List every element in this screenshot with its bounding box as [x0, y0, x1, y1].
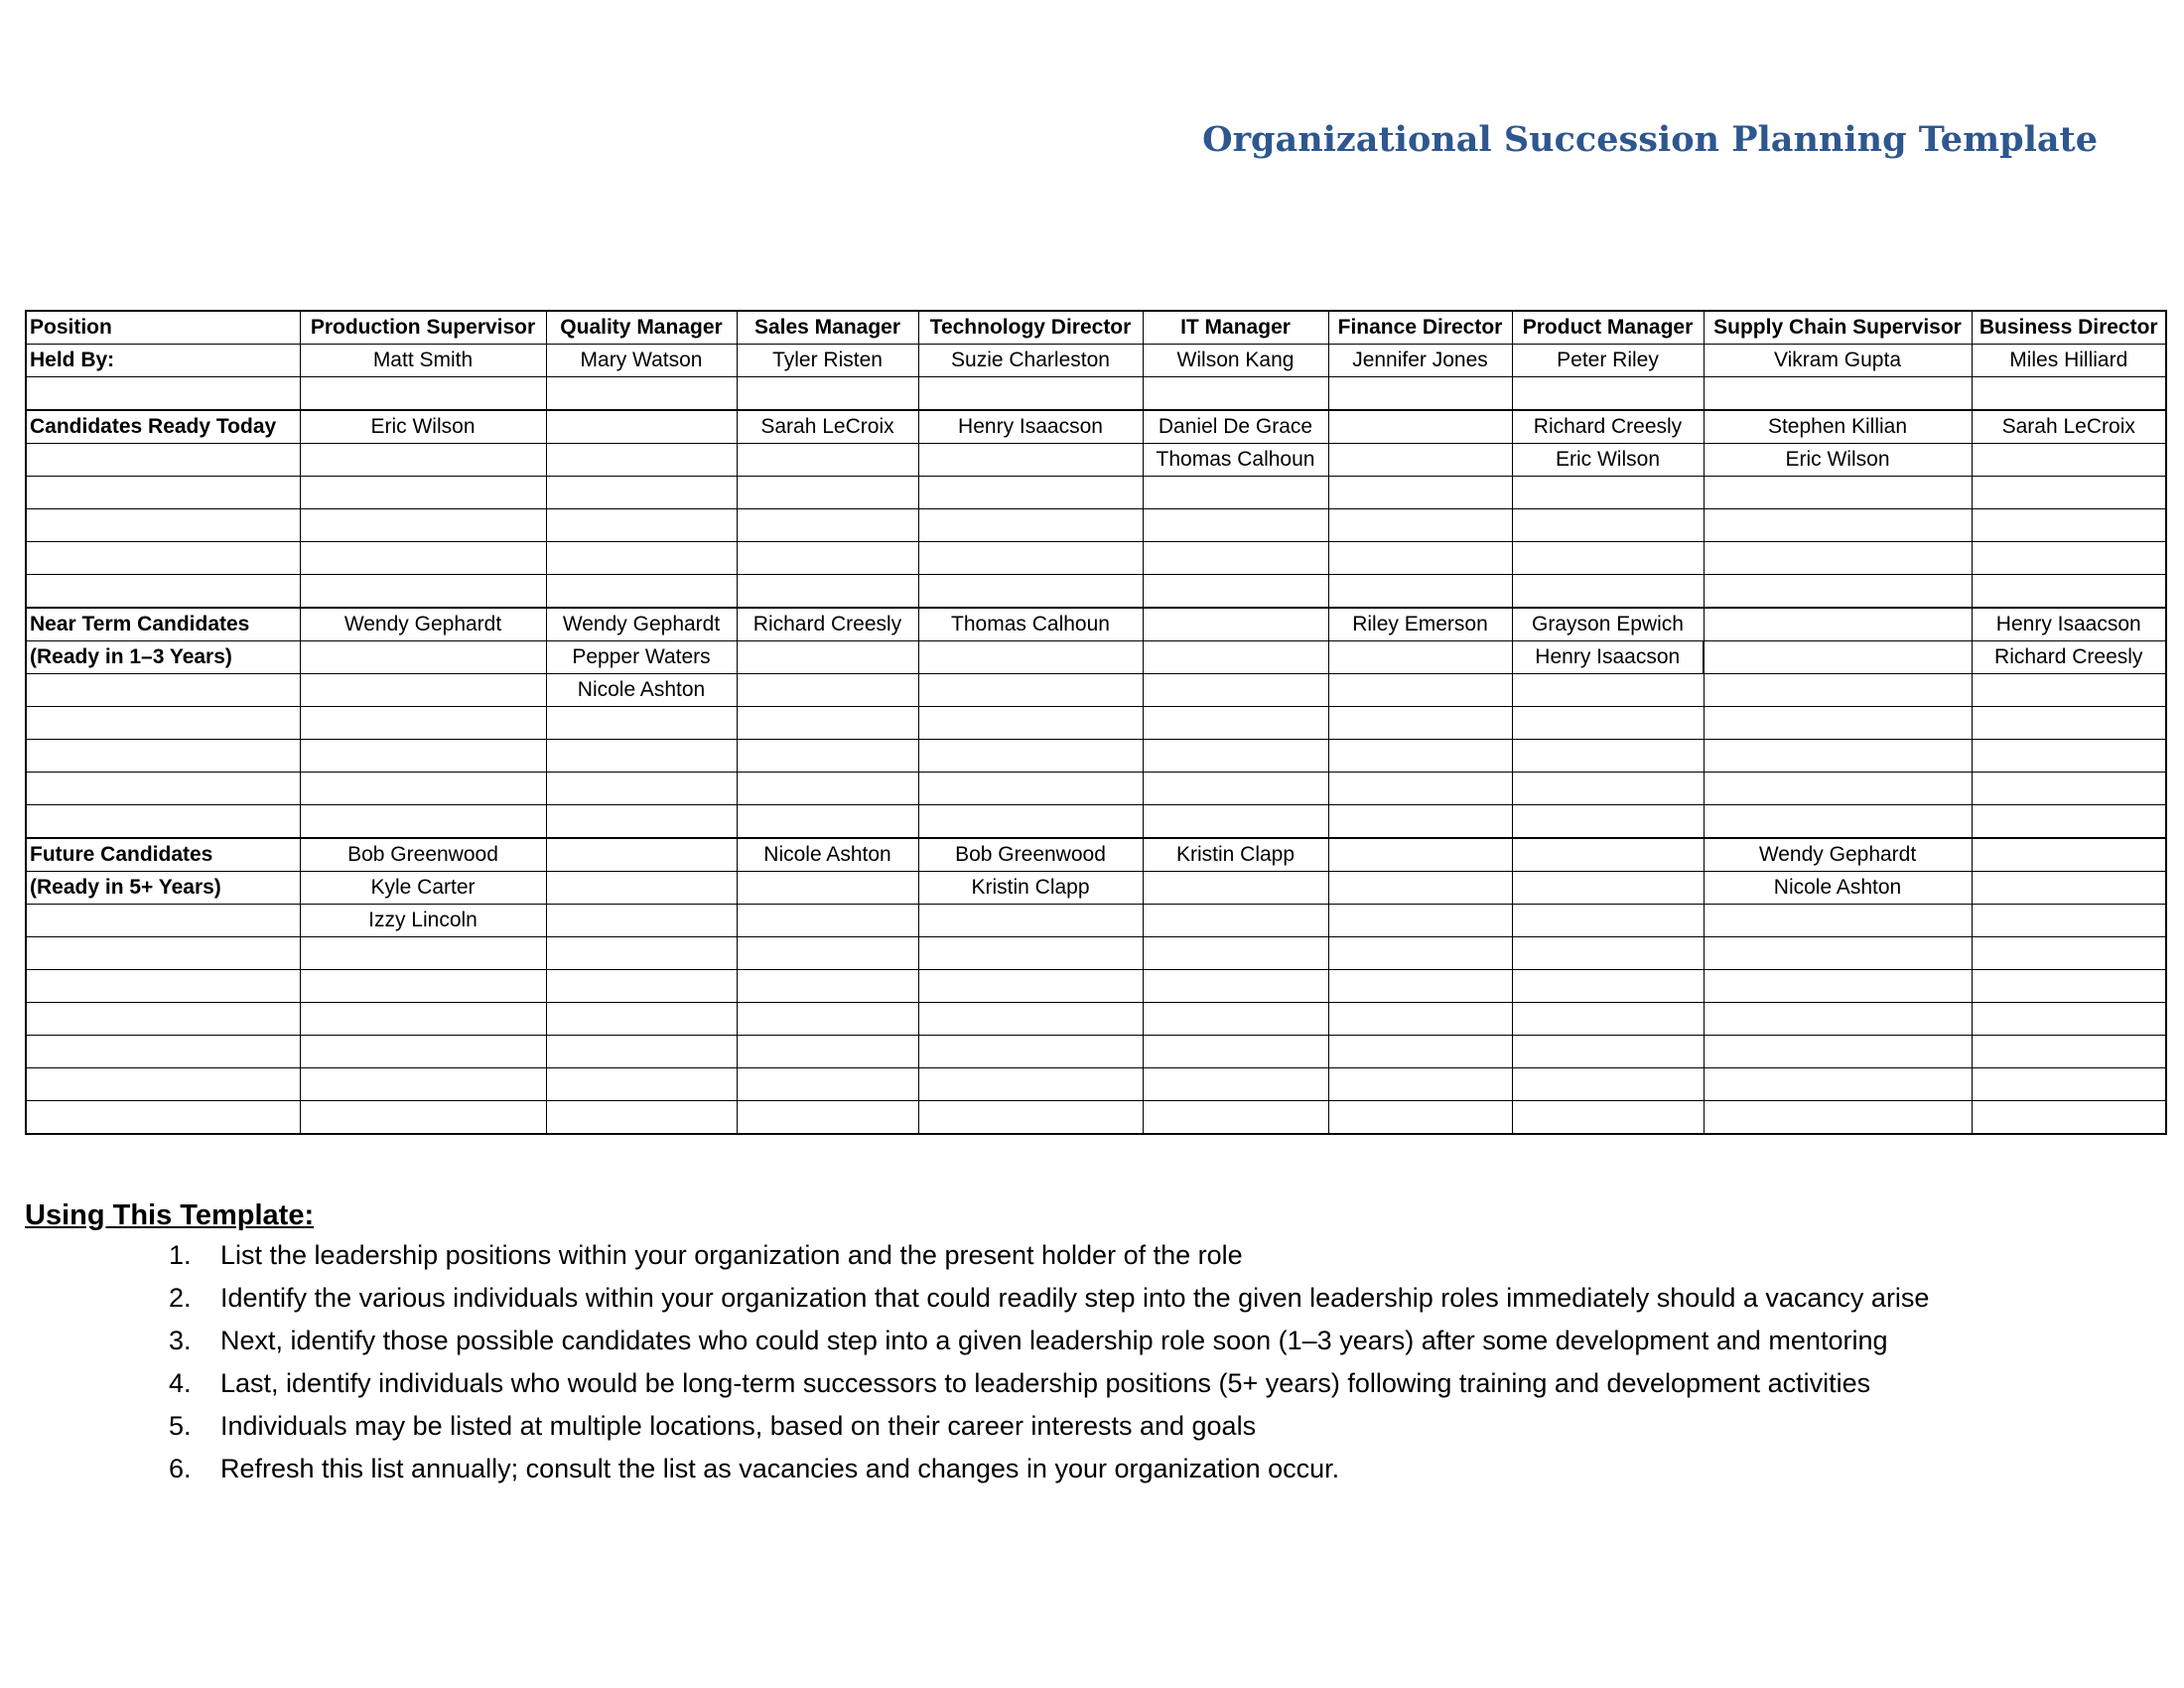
candidate-name: Wendy Gephardt — [546, 608, 737, 641]
empty-cell — [1972, 477, 2166, 509]
empty-cell — [26, 740, 300, 773]
empty-cell — [1512, 377, 1704, 411]
role-holder: Jennifer Jones — [1328, 345, 1512, 377]
candidate-row — [26, 805, 2166, 839]
candidate-name: Kyle Carter — [300, 872, 546, 905]
empty-cell — [1704, 377, 1972, 411]
candidate-name: Nicole Ashton — [546, 674, 737, 707]
candidate-name: Henry Isaacson — [1512, 641, 1704, 674]
empty-cell — [1143, 773, 1328, 805]
empty-cell — [1328, 773, 1512, 805]
empty-cell — [546, 477, 737, 509]
empty-cell — [737, 1036, 918, 1068]
empty-cell — [1328, 377, 1512, 411]
empty-cell — [1704, 542, 1972, 575]
empty-cell — [546, 1101, 737, 1135]
candidate-row — [26, 905, 2166, 937]
empty-cell — [918, 444, 1143, 477]
empty-cell — [1143, 905, 1328, 937]
position-name: IT Manager — [1143, 311, 1328, 345]
candidate-name: Izzy Lincoln — [300, 905, 546, 937]
instructions — [25, 1199, 1929, 1490]
instructions-heading: Using This Template: — [25, 1199, 315, 1231]
empty-cell — [1143, 805, 1328, 839]
empty-cell — [1972, 872, 2166, 905]
instruction-step: 5. Individuals may be listed at multiple locations, based on their career interests and goals — [199, 1405, 1929, 1448]
candidate-name: Sarah LeCroix — [1972, 410, 2166, 444]
candidate-name: Richard Creesly — [1972, 641, 2166, 674]
candidate-name: Nicole Ashton — [1704, 872, 1972, 905]
candidate-name: Eric Wilson — [1704, 444, 1972, 477]
held-by-label: Held By: — [26, 345, 300, 377]
empty-cell — [918, 674, 1143, 707]
empty-cell — [737, 1068, 918, 1101]
empty-cell — [26, 542, 300, 575]
empty-cell — [1512, 805, 1704, 839]
empty-cell — [1143, 377, 1328, 411]
empty-cell — [1704, 1068, 1972, 1101]
candidate-name: Pepper Waters — [546, 641, 737, 674]
position-name: Supply Chain Supervisor — [1704, 311, 1972, 345]
empty-cell — [1972, 444, 2166, 477]
candidate-name: Richard Creesly — [1512, 410, 1704, 444]
empty-cell — [918, 937, 1143, 970]
empty-cell — [1143, 509, 1328, 542]
candidate-row — [26, 477, 2166, 509]
empty-cell — [546, 1036, 737, 1068]
empty-cell — [1143, 937, 1328, 970]
empty-cell — [1972, 542, 2166, 575]
empty-cell — [737, 641, 918, 674]
empty-cell — [1972, 740, 2166, 773]
candidate-name: Nicole Ashton — [737, 838, 918, 872]
empty-cell — [1143, 1068, 1328, 1101]
empty-cell — [737, 740, 918, 773]
role-holder: Miles Hilliard — [1972, 345, 2166, 377]
empty-cell — [1143, 477, 1328, 509]
empty-cell — [918, 1003, 1143, 1036]
empty-cell — [546, 542, 737, 575]
empty-cell — [918, 1036, 1143, 1068]
candidate-name: Stephen Killian — [1704, 410, 1972, 444]
empty-cell — [1972, 1101, 2166, 1135]
candidate-row — [26, 740, 2166, 773]
candidate-name: Thomas Calhoun — [1143, 444, 1328, 477]
candidate-name: Henry Isaacson — [1972, 608, 2166, 641]
held-by-row — [26, 345, 2166, 377]
empty-cell — [737, 707, 918, 740]
empty-cell — [26, 674, 300, 707]
empty-cell — [1972, 805, 2166, 839]
empty-cell — [26, 1101, 300, 1135]
empty-cell — [1704, 905, 1972, 937]
candidate-name: Kristin Clapp — [1143, 838, 1328, 872]
empty-cell — [1328, 1101, 1512, 1135]
empty-cell — [1704, 707, 1972, 740]
empty-cell — [1704, 740, 1972, 773]
empty-cell — [1328, 410, 1512, 444]
empty-cell — [300, 575, 546, 609]
empty-cell — [300, 937, 546, 970]
empty-cell — [1143, 970, 1328, 1003]
empty-cell — [1328, 542, 1512, 575]
role-holder: Tyler Risten — [737, 345, 918, 377]
candidate-name: Richard Creesly — [737, 608, 918, 641]
empty-cell — [918, 905, 1143, 937]
position-name: Business Director — [1972, 311, 2166, 345]
instruction-step: 2. Identify the various individuals within your organization that could readily step into the given leadership roles immediately should a vacancy arise — [199, 1277, 1929, 1320]
empty-cell — [26, 575, 300, 609]
empty-cell — [1328, 740, 1512, 773]
empty-cell — [1512, 707, 1704, 740]
empty-cell — [26, 1003, 300, 1036]
empty-cell — [1704, 575, 1972, 609]
candidate-row — [26, 937, 2166, 970]
role-holder: Suzie Charleston — [918, 345, 1143, 377]
empty-cell — [1704, 477, 1972, 509]
empty-cell — [300, 477, 546, 509]
candidate-name: Wendy Gephardt — [1704, 838, 1972, 872]
candidate-name: Thomas Calhoun — [918, 608, 1143, 641]
role-holder: Vikram Gupta — [1704, 345, 1972, 377]
empty-cell — [1328, 1036, 1512, 1068]
empty-cell — [26, 773, 300, 805]
candidate-row — [26, 509, 2166, 542]
empty-cell — [300, 444, 546, 477]
empty-cell — [1328, 838, 1512, 872]
empty-cell — [737, 937, 918, 970]
section-label: (Ready in 1–3 Years) — [26, 641, 300, 674]
position-name: Product Manager — [1512, 311, 1704, 345]
empty-cell — [300, 970, 546, 1003]
empty-cell — [546, 509, 737, 542]
empty-cell — [26, 477, 300, 509]
position-name: Finance Director — [1328, 311, 1512, 345]
empty-cell — [300, 1003, 546, 1036]
empty-cell — [1972, 773, 2166, 805]
candidate-name: Eric Wilson — [300, 410, 546, 444]
empty-cell — [1704, 608, 1972, 641]
empty-cell — [1704, 641, 1972, 674]
empty-cell — [1328, 937, 1512, 970]
empty-cell — [737, 674, 918, 707]
empty-cell — [26, 1068, 300, 1101]
empty-cell — [26, 970, 300, 1003]
empty-cell — [737, 805, 918, 839]
empty-cell — [546, 1003, 737, 1036]
empty-cell — [546, 905, 737, 937]
empty-cell — [1512, 970, 1704, 1003]
empty-cell — [546, 410, 737, 444]
candidate-row — [26, 641, 2166, 674]
empty-cell — [1143, 1101, 1328, 1135]
empty-cell — [918, 377, 1143, 411]
empty-cell — [1328, 872, 1512, 905]
position-name: Technology Director — [918, 311, 1143, 345]
empty-cell — [1512, 773, 1704, 805]
empty-cell — [546, 872, 737, 905]
empty-cell — [918, 805, 1143, 839]
candidate-row — [26, 1101, 2166, 1135]
empty-cell — [1972, 1068, 2166, 1101]
empty-cell — [300, 674, 546, 707]
empty-cell — [1328, 1068, 1512, 1101]
empty-cell — [1704, 509, 1972, 542]
empty-cell — [737, 970, 918, 1003]
instruction-step: 1. List the leadership positions within your organization and the present holder of the role — [199, 1234, 1929, 1277]
empty-cell — [1972, 509, 2166, 542]
empty-cell — [26, 377, 300, 411]
candidate-row — [26, 773, 2166, 805]
empty-cell — [1512, 575, 1704, 609]
candidate-row — [26, 872, 2166, 905]
empty-cell — [1972, 838, 2166, 872]
empty-cell — [1972, 937, 2166, 970]
empty-cell — [1972, 1003, 2166, 1036]
candidate-name: Bob Greenwood — [918, 838, 1143, 872]
empty-cell — [300, 641, 546, 674]
position-name: Quality Manager — [546, 311, 737, 345]
empty-cell — [737, 509, 918, 542]
candidate-row — [26, 444, 2166, 477]
empty-cell — [737, 542, 918, 575]
empty-cell — [300, 542, 546, 575]
position-name: Sales Manager — [737, 311, 918, 345]
empty-cell — [300, 1101, 546, 1135]
candidate-name: Sarah LeCroix — [737, 410, 918, 444]
empty-cell — [300, 1036, 546, 1068]
section-label: Candidates Ready Today — [26, 410, 300, 444]
empty-cell — [1328, 444, 1512, 477]
empty-cell — [300, 1068, 546, 1101]
empty-cell — [1143, 608, 1328, 641]
role-holder: Peter Riley — [1512, 345, 1704, 377]
empty-cell — [1143, 872, 1328, 905]
empty-cell — [918, 1068, 1143, 1101]
empty-cell — [300, 509, 546, 542]
empty-cell — [918, 707, 1143, 740]
empty-cell — [1972, 707, 2166, 740]
empty-cell — [546, 937, 737, 970]
candidate-row — [26, 674, 2166, 707]
empty-cell — [546, 444, 737, 477]
empty-cell — [546, 773, 737, 805]
empty-cell — [1143, 707, 1328, 740]
empty-cell — [737, 773, 918, 805]
empty-cell — [1704, 937, 1972, 970]
header-row — [26, 311, 2166, 345]
empty-cell — [1143, 674, 1328, 707]
empty-cell — [1512, 509, 1704, 542]
empty-cell — [26, 707, 300, 740]
empty-cell — [1328, 641, 1512, 674]
candidate-name: Riley Emerson — [1328, 608, 1512, 641]
candidate-row — [26, 1036, 2166, 1068]
empty-cell — [1143, 1003, 1328, 1036]
section-label: Future Candidates — [26, 838, 300, 872]
empty-cell — [918, 509, 1143, 542]
empty-cell — [737, 905, 918, 937]
empty-cell — [300, 773, 546, 805]
page-title: Organizational Succession Planning Template — [1202, 119, 2098, 160]
empty-cell — [546, 575, 737, 609]
empty-cell — [1512, 1101, 1704, 1135]
empty-cell — [918, 1101, 1143, 1135]
position-name: Production Supervisor — [300, 311, 546, 345]
empty-cell — [300, 707, 546, 740]
empty-cell — [1704, 970, 1972, 1003]
empty-cell — [1328, 1003, 1512, 1036]
empty-cell — [1972, 674, 2166, 707]
empty-cell — [1512, 542, 1704, 575]
empty-cell — [1143, 641, 1328, 674]
empty-cell — [1328, 905, 1512, 937]
role-holder: Matt Smith — [300, 345, 546, 377]
candidate-name: Henry Isaacson — [918, 410, 1143, 444]
candidate-name: Eric Wilson — [1512, 444, 1704, 477]
instruction-step: 6. Refresh this list annually; consult the list as vacancies and changes in your organization occur. — [199, 1448, 1929, 1490]
empty-cell — [1328, 970, 1512, 1003]
candidate-name: Daniel De Grace — [1143, 410, 1328, 444]
empty-cell — [737, 1101, 918, 1135]
empty-cell — [1143, 542, 1328, 575]
empty-cell — [546, 740, 737, 773]
empty-cell — [26, 509, 300, 542]
empty-cell — [546, 970, 737, 1003]
empty-cell — [918, 477, 1143, 509]
candidate-name: Grayson Epwich — [1512, 608, 1704, 641]
empty-cell — [26, 1036, 300, 1068]
candidate-row — [26, 970, 2166, 1003]
empty-cell — [1704, 805, 1972, 839]
candidate-name: Wendy Gephardt — [300, 608, 546, 641]
empty-cell — [546, 707, 737, 740]
empty-cell — [1143, 1036, 1328, 1068]
empty-cell — [737, 377, 918, 411]
empty-cell — [1972, 905, 2166, 937]
candidate-row — [26, 838, 2166, 872]
empty-cell — [546, 377, 737, 411]
empty-cell — [737, 872, 918, 905]
empty-cell — [918, 641, 1143, 674]
empty-cell — [1704, 674, 1972, 707]
empty-cell — [1704, 1036, 1972, 1068]
empty-cell — [300, 805, 546, 839]
role-holder: Wilson Kang — [1143, 345, 1328, 377]
empty-cell — [737, 477, 918, 509]
empty-cell — [1143, 575, 1328, 609]
instruction-step: 4. Last, identify individuals who would be long-term successors to leadership positions (5+ years) following training and development activities — [199, 1362, 1929, 1405]
empty-cell — [1328, 575, 1512, 609]
empty-cell — [1512, 674, 1704, 707]
instruction-step: 3. Next, identify those possible candidates who could step into a given leadership role soon (1–3 years) after some development and mentoring — [199, 1320, 1929, 1362]
empty-cell — [1512, 838, 1704, 872]
instructions-list — [25, 1234, 1929, 1490]
empty-cell — [918, 542, 1143, 575]
empty-cell — [26, 444, 300, 477]
empty-cell — [918, 575, 1143, 609]
candidate-name: Kristin Clapp — [918, 872, 1143, 905]
empty-cell — [1972, 575, 2166, 609]
candidate-row — [26, 707, 2166, 740]
candidate-row — [26, 575, 2166, 609]
empty-cell — [1972, 377, 2166, 411]
empty-cell — [1143, 740, 1328, 773]
empty-cell — [546, 805, 737, 839]
empty-cell — [737, 1003, 918, 1036]
candidate-row — [26, 1003, 2166, 1036]
empty-cell — [1328, 477, 1512, 509]
empty-cell — [918, 773, 1143, 805]
empty-cell — [918, 740, 1143, 773]
empty-cell — [26, 905, 300, 937]
empty-cell — [1512, 905, 1704, 937]
succession-table — [25, 310, 2167, 1135]
empty-cell — [1704, 1101, 1972, 1135]
empty-cell — [26, 937, 300, 970]
section-label: Near Term Candidates — [26, 608, 300, 641]
candidate-name: Bob Greenwood — [300, 838, 546, 872]
empty-cell — [26, 805, 300, 839]
candidate-row — [26, 1068, 2166, 1101]
empty-cell — [1512, 872, 1704, 905]
empty-cell — [918, 970, 1143, 1003]
section-label: (Ready in 5+ Years) — [26, 872, 300, 905]
empty-cell — [737, 444, 918, 477]
candidate-row — [26, 608, 2166, 641]
empty-cell — [1328, 707, 1512, 740]
empty-cell — [1328, 674, 1512, 707]
empty-cell — [546, 1068, 737, 1101]
role-holder: Mary Watson — [546, 345, 737, 377]
empty-cell — [1704, 1003, 1972, 1036]
empty-cell — [1704, 773, 1972, 805]
empty-cell — [546, 838, 737, 872]
empty-cell — [1972, 970, 2166, 1003]
empty-cell — [1512, 1003, 1704, 1036]
empty-cell — [1328, 805, 1512, 839]
empty-cell — [1512, 1068, 1704, 1101]
empty-cell — [1512, 937, 1704, 970]
position-header: Position — [26, 311, 300, 345]
empty-cell — [1328, 509, 1512, 542]
empty-cell — [1512, 1036, 1704, 1068]
candidate-row — [26, 542, 2166, 575]
spacer-row — [26, 377, 2166, 411]
candidate-row — [26, 410, 2166, 444]
empty-cell — [1512, 477, 1704, 509]
empty-cell — [300, 740, 546, 773]
empty-cell — [737, 575, 918, 609]
empty-cell — [300, 377, 546, 411]
empty-cell — [1512, 740, 1704, 773]
empty-cell — [1972, 1036, 2166, 1068]
